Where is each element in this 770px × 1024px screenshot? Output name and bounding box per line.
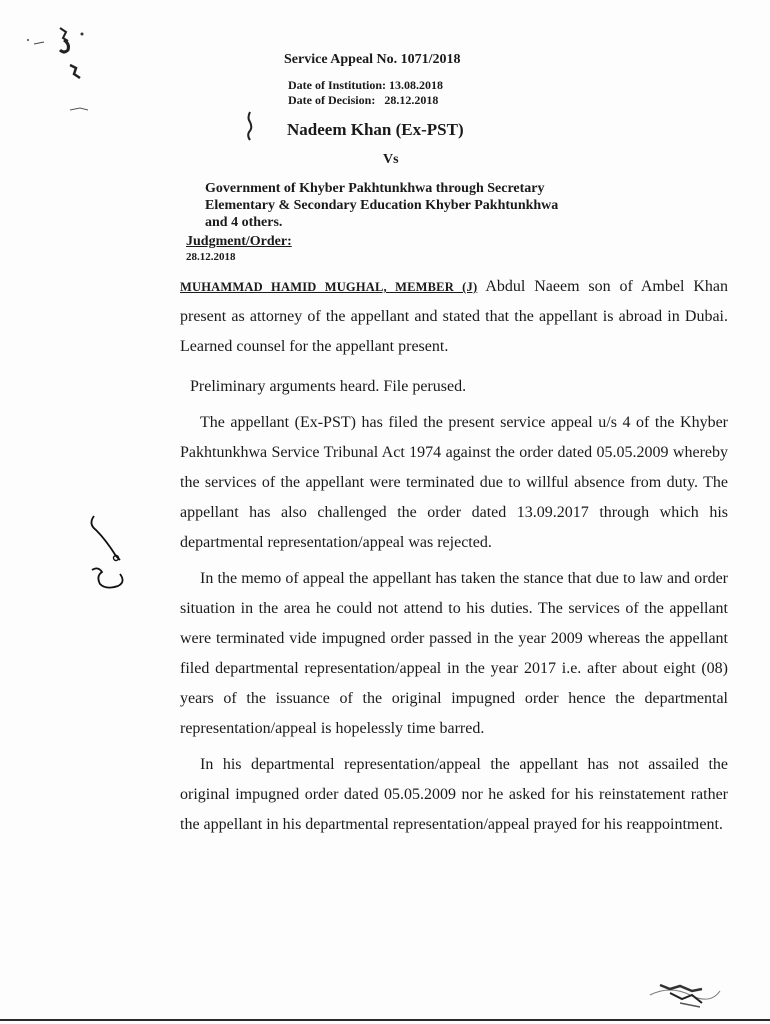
versus-label: Vs bbox=[383, 152, 399, 167]
institution-row bbox=[288, 78, 443, 93]
decision-row bbox=[288, 93, 443, 108]
decision-label: Date of Decision: bbox=[288, 93, 376, 107]
paragraph bbox=[180, 272, 728, 362]
margin-initials-mark bbox=[80, 510, 140, 600]
paragraph: In his departmental representation/appeal the appellant has not assailed the original impugned order dated 05.05.2009 nor he asked for his reinstatement rather the appellant in his departmental representation/appeal prayed for his reappointment. bbox=[180, 756, 728, 833]
decision-date: 28.12.2018 bbox=[384, 93, 439, 107]
institution-date: 13.08.2018 bbox=[389, 78, 443, 92]
respondent-line: Elementary & Secondary Education Khyber Pakhtunkhwa bbox=[205, 198, 559, 213]
scan-artifact-top-left bbox=[20, 10, 110, 120]
paragraph: In the memo of appeal the appellant has taken the stance that due to law and order situation in the area he could not attend to his duties. The services of the appellant were terminated vide impugned order passed in the year 2009 whereas the appellant filed departmental representation/appeal in the year 2017 i.e. after about eight (08) years of the issuance of the original impugned order hence the departmental representation/appeal is hopelessly time barred. bbox=[180, 570, 728, 737]
appellant-name: Nadeem Khan (Ex-PST) bbox=[287, 120, 464, 139]
judgment-body bbox=[180, 272, 728, 840]
page-bottom-edge bbox=[0, 1019, 770, 1021]
institution-label: Date of Institution: bbox=[288, 78, 386, 92]
presiding-member: MUHAMMAD HAMID MUGHAL, MEMBER (J) bbox=[180, 280, 478, 294]
judgment-heading: Judgment/Order: bbox=[186, 234, 292, 249]
paragraph-text: Abdul Naeem son of Ambel Khan present as attorney of the appellant and stated that the appellant is abroad in Dubai. Learned counsel for the appellant present. bbox=[180, 278, 728, 355]
margin-tick-mark bbox=[240, 110, 260, 150]
judgment-date: 28.12.2018 bbox=[186, 251, 236, 263]
respondent-line: Government of Khyber Pakhtunkhwa through Secretary bbox=[205, 181, 545, 196]
respondent-line: and 4 others. bbox=[205, 215, 283, 230]
respondent-block bbox=[205, 180, 558, 231]
case-number: Service Appeal No. 1071/2018 bbox=[284, 52, 461, 67]
paragraph: The appellant (Ex-PST) has filed the present service appeal u/s 4 of the Khyber Pakhtunkhwa Service Tribunal Act 1974 against the order dated 05.05.2009 whereby the services of the appellant were terminated due to willful absence from duty. The appellant has also challenged the order dated 13.09.2017 through which his departmental representation/appeal was rejected. bbox=[180, 414, 728, 551]
case-dates bbox=[288, 78, 443, 108]
scan-artifact-bottom-right bbox=[640, 955, 730, 1020]
paragraph: Preliminary arguments heard. File perused. bbox=[190, 378, 467, 395]
